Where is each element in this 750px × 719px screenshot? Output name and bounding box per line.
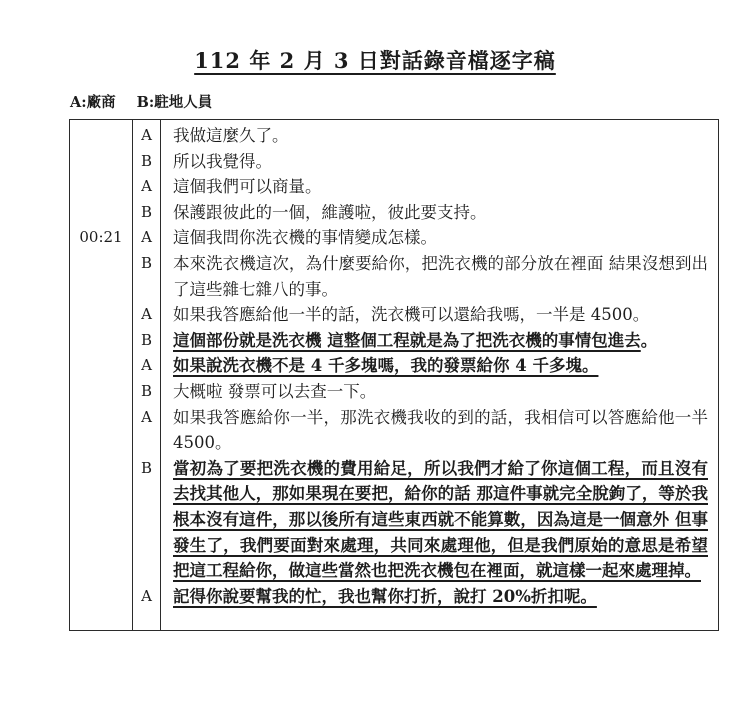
utterance-text: 我做這麼久了。 — [173, 126, 289, 145]
speaker-cell: A — [133, 405, 161, 456]
utterance-cell — [161, 609, 718, 630]
utterance-suffix: 。 — [640, 330, 658, 350]
speaker-cell: A — [133, 120, 161, 149]
transcript-row — [70, 149, 718, 175]
transcript-row — [70, 405, 718, 456]
utterance-cell — [161, 353, 718, 379]
utterance-cell — [161, 456, 718, 584]
timestamp-cell: 00:21 — [70, 225, 133, 251]
utterance-cell — [161, 225, 718, 251]
speaker-cell: A — [133, 302, 161, 328]
timestamp-cell — [70, 353, 133, 379]
speaker-legend — [70, 91, 750, 112]
utterance-text: 如果我答應給你一半，那洗衣機我收的到的話，我相信可以答應給他一半 4500。 — [173, 407, 708, 453]
utterance-cell — [161, 405, 718, 456]
timestamp-cell — [70, 149, 133, 175]
utterance-text: 大概啦 發票可以去查一下。 — [173, 381, 377, 401]
page-title-text: 112 年 2 月 3 日對話錄音檔逐字稿 — [194, 48, 556, 73]
speaker-cell: A — [133, 174, 161, 200]
transcript-row — [70, 251, 718, 302]
legend-speaker-b: B:駐地人員 — [136, 94, 213, 111]
transcript-row — [70, 379, 718, 405]
timestamp-cell — [70, 174, 133, 200]
timestamp-cell — [70, 379, 133, 405]
transcript-row — [70, 456, 718, 584]
speaker-cell: A — [133, 225, 161, 251]
transcript-row — [70, 120, 718, 149]
speaker-cell: B — [133, 251, 161, 302]
timestamp-cell — [70, 120, 133, 149]
speaker-cell: B — [133, 149, 161, 175]
speaker-cell: A — [133, 584, 161, 610]
transcript-row — [70, 200, 718, 226]
utterance-cell — [161, 251, 718, 302]
utterance-cell — [161, 302, 718, 328]
timestamp-cell — [70, 328, 133, 354]
utterance-text: 這個我問你洗衣機的事情變成怎樣。 — [173, 228, 437, 248]
utterance-cell — [161, 174, 718, 200]
transcript-row — [70, 353, 718, 379]
speaker-cell: B — [133, 200, 161, 226]
transcript-table — [69, 119, 719, 631]
utterance-text: 所以我覺得。 — [173, 151, 272, 171]
transcript-row — [70, 328, 718, 354]
utterance-cell — [161, 328, 718, 354]
speaker-cell: A — [133, 353, 161, 379]
speaker-cell: B — [133, 456, 161, 584]
utterance-text: 保護跟彼此的一個，維護啦，彼此要支持。 — [173, 202, 487, 222]
timestamp-cell — [70, 200, 133, 226]
transcript-row — [70, 225, 718, 251]
utterance-cell — [161, 149, 718, 175]
utterance-text: 當初為了要把洗衣機的費用給足，所以我們才給了你這個工程，而且沒有去找其他人，那如果現在要把，給你的話 那這件事就完全脫鉤了，等於我根本沒有這件，那以後所有這些東西就不能算數，因為這是一個意外 但事發生了，我們要面對來處理，共同來處理他，但是我們原始的意思是希望把這工程給你，做這些當然也把洗衣機包在裡面，就這樣一起來處理掉。 — [173, 458, 708, 581]
transcript-row — [70, 609, 718, 630]
timestamp-cell — [70, 584, 133, 610]
speaker-cell — [133, 609, 161, 630]
legend-speaker-a: A:廠商 — [70, 94, 116, 111]
utterance-text: 如果說洗衣機不是 4 千多塊嗎，我的發票給你 4 千多塊。 — [173, 356, 599, 376]
speaker-cell: B — [133, 328, 161, 354]
timestamp-cell — [70, 609, 133, 630]
utterance-cell — [161, 379, 718, 405]
utterance-text: 如果我答應給他一半的話，洗衣機可以還給我嗎，一半是 4500。 — [173, 305, 650, 325]
timestamp-cell — [70, 456, 133, 584]
page-title — [0, 0, 750, 75]
utterance-cell — [161, 200, 718, 226]
transcript-row — [70, 584, 718, 610]
speaker-cell: B — [133, 379, 161, 405]
transcript-row — [70, 174, 718, 200]
utterance-cell — [161, 584, 718, 610]
timestamp-cell — [70, 251, 133, 302]
utterance-text: 記得你說要幫我的忙，我也幫你打折，說打 20%折扣呢。 — [173, 586, 597, 606]
transcript-row — [70, 302, 718, 328]
utterance-text: 這個我們可以商量。 — [173, 177, 322, 197]
timestamp-cell — [70, 302, 133, 328]
utterance-text: 這個部份就是洗衣機 這整個工程就是為了把洗衣機的事情包進去 — [173, 330, 641, 350]
utterance-cell — [161, 120, 718, 149]
utterance-text: 本來洗衣機這次，為什麼要給你，把洗衣機的部分放在裡面 結果沒想到出了這些雜七雜八的事。 — [173, 253, 708, 299]
timestamp-cell — [70, 405, 133, 456]
